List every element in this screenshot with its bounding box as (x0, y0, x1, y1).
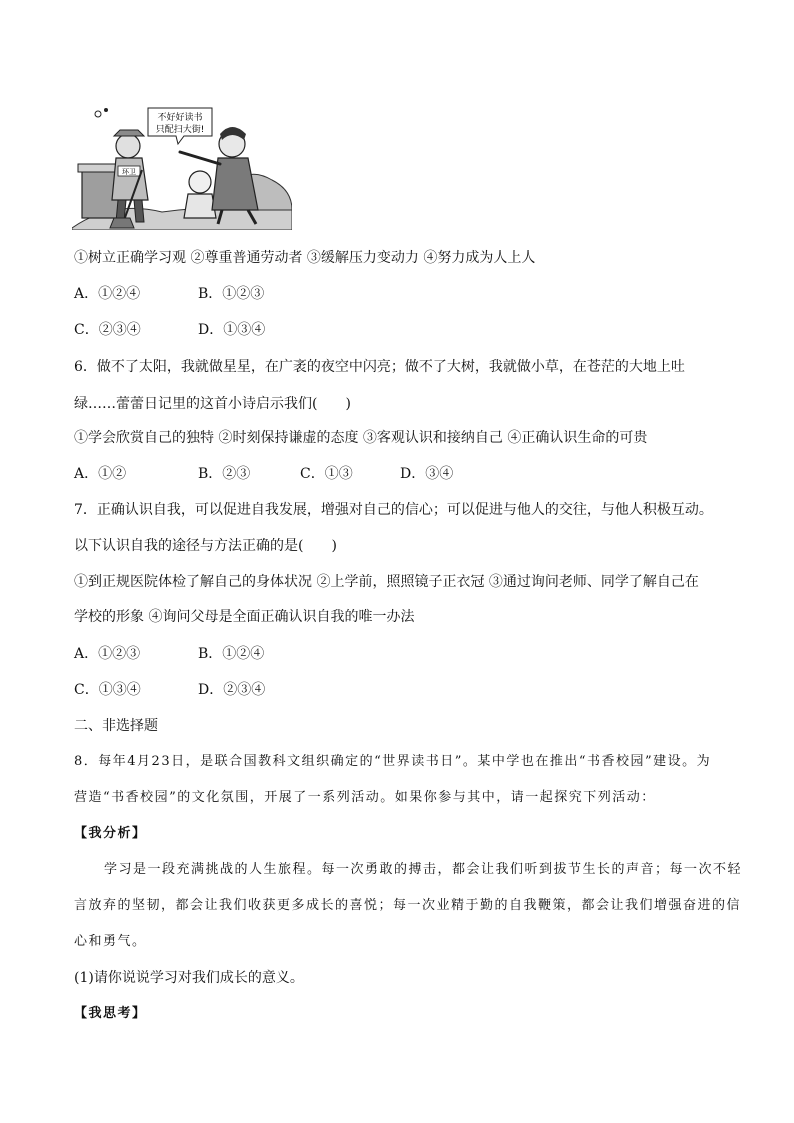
q6-option-d[interactable]: D．③④ (400, 466, 454, 482)
q6-option-c[interactable]: C．①③ (300, 466, 353, 482)
q6-option-a[interactable]: A．①② (74, 466, 127, 482)
q8-subquestion-1: (1)请你说说学习对我们成长的意义。 (74, 970, 304, 986)
q5-statements: ①树立正确学习观 ②尊重普通劳动者 ③缓解压力变动力 ④努力成为人上人 (74, 250, 536, 266)
q7-statements-line1: ①到正规医院体检了解自己的身体状况 ②上学前，照照镜子正衣冠 ③通过询问老师、同学了解自己在 (74, 574, 699, 590)
q8-heading-think: 【我思考】 (74, 1006, 147, 1021)
q8-paragraph-line3: 心和勇气。 (74, 934, 147, 949)
q5-option-d[interactable]: D．①③④ (198, 322, 266, 338)
q5-option-a[interactable]: A．①②④ (74, 286, 141, 302)
cartoon-illustration (72, 100, 292, 230)
q5-option-c[interactable]: C．②③④ (74, 322, 141, 338)
q8-paragraph-line1: 学习是一段充满挑战的人生旅程。每一次勇敢的搏击，都会让我们听到拔节生长的声音；每一次不轻 (104, 862, 743, 877)
q8-stem-line1: 8．每年4月23日，是联合国教科文组织确定的“世界读书日”。某中学也在推出“书香校园”建设。为 (74, 754, 712, 769)
q7-option-a[interactable]: A．①②③ (74, 646, 141, 662)
q6-option-b[interactable]: B．②③ (198, 466, 251, 482)
q7-option-c[interactable]: C．①③④ (74, 682, 141, 698)
q8-stem-line2: 营造“书香校园”的文化氛围，开展了一系列活动。如果你参与其中，请一起探究下列活动： (74, 790, 656, 805)
q8-paragraph-line2: 言放弃的坚韧，都会让我们收获更多成长的喜悦；每一次业精于勤的自我鞭策，都会让我们增强奋进的信 (74, 898, 742, 913)
q6-stem-line2: 绿……蕾蕾日记里的这首小诗启示我们( ) (74, 396, 351, 412)
q7-stem-line2: 以下认识自我的途径与方法正确的是( ) (74, 538, 337, 554)
q6-stem-line1: 6．做不了太阳，我就做星星，在广袤的夜空中闪亮；做不了大树，我就做小草，在苍茫的大地上吐 (74, 359, 685, 375)
q6-statements: ①学会欣赏自己的独特 ②时刻保持谦虚的态度 ③客观认识和接纳自己 ④正确认识生命的可贵 (74, 430, 648, 446)
speech-bubble-line1: 不好好读书 (157, 113, 203, 123)
section-title: 二、非选择题 (74, 718, 158, 734)
q7-option-b[interactable]: B．①②④ (198, 646, 265, 662)
speech-bubble-line2: 只配扫大街! (155, 125, 205, 135)
q8-heading-analyze: 【我分析】 (74, 826, 147, 841)
q5-option-b[interactable]: B．①②③ (198, 286, 265, 302)
q7-option-d[interactable]: D．②③④ (198, 682, 266, 698)
vest-label: 环卫 (122, 168, 136, 176)
q7-stem-line1: 7．正确认识自我，可以促进自我发展，增强对自己的信心；可以促进与他人的交往，与他人积极互动。 (74, 502, 713, 518)
q7-statements-line2: 学校的形象 ④询问父母是全面正确认识自我的唯一办法 (74, 609, 415, 625)
